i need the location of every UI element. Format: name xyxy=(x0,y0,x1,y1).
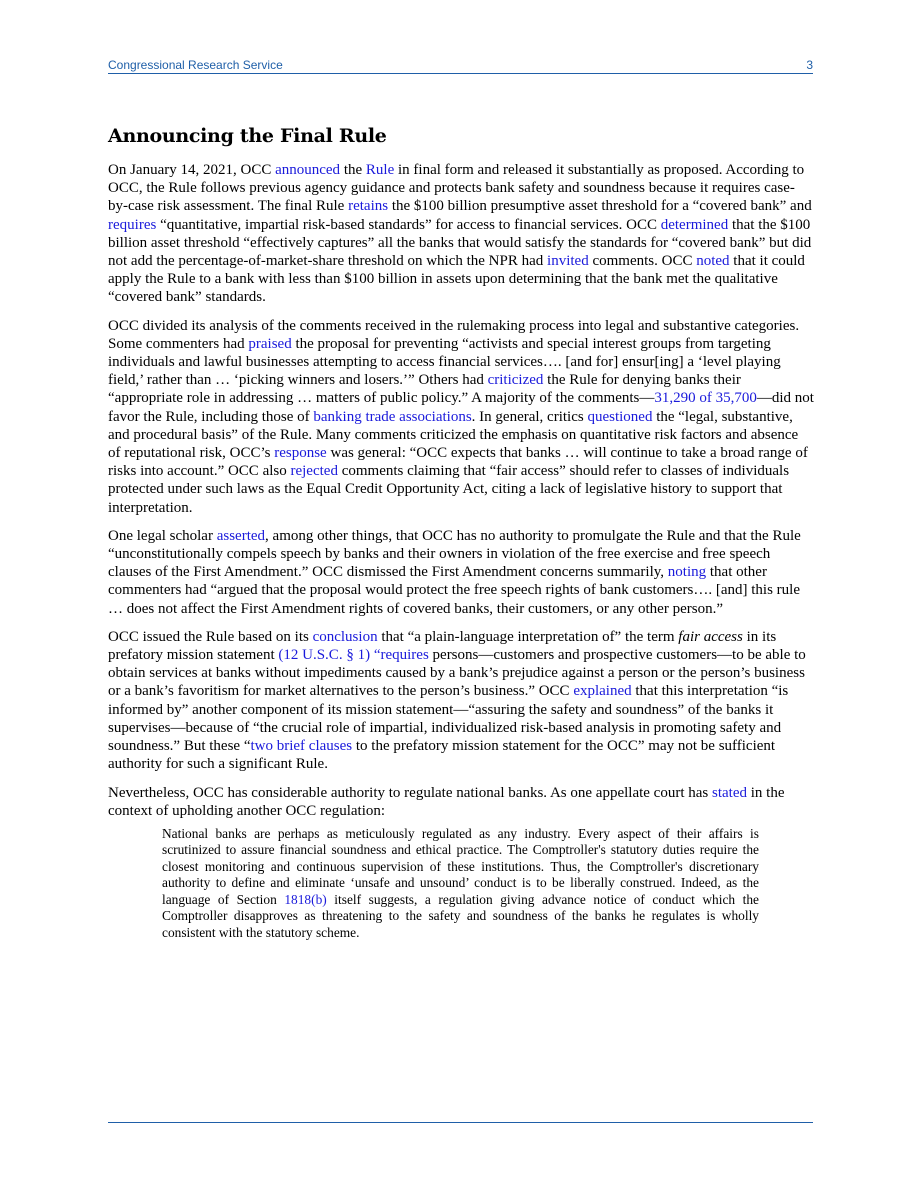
paragraph-final-rule xyxy=(108,161,814,307)
paragraph-legal-scholar xyxy=(108,527,814,618)
link-invited[interactable]: invited xyxy=(547,253,589,270)
header-divider xyxy=(108,73,813,74)
text-run: the xyxy=(340,162,366,178)
link-response[interactable]: response xyxy=(274,445,327,462)
link-explained[interactable]: explained xyxy=(573,683,632,700)
text-run: the proposal for preventing “activists and special interest groups from targeting individuals and lawful businesses attempting to access financial services…. [and for] ensur[ing] a ‘level playing field,’ rather than … ‘picking winners and losers.’” Others had xyxy=(108,335,781,389)
text-run: , among other things, that OCC has no authority to promulgate the Rule and that the Rule “unconstitutionally compels speech by banks and their owners in violation of the free exercise and free speech clauses of the First Amendment.” OCC dismissed the First Amendment concerns summarily, xyxy=(108,527,801,581)
text-run: that it could apply the Rule to a bank with less than $100 billion in assets upon determining that the bank met the qualitative “covered bank” standards. xyxy=(108,253,805,306)
link-determined[interactable]: determined xyxy=(660,216,729,233)
text-run: that the $100 billion asset threshold “effectively captures” all the banks that would satisfy the standards for “covered bank” but did not add the percentage-of-market-share threshold on which the NPR had xyxy=(108,216,812,270)
link-rejected[interactable]: rejected xyxy=(290,463,338,480)
link-comment-count[interactable]: 31,290 of 35,700 xyxy=(654,390,757,407)
text-run: in the context of upholding another OCC regulation: xyxy=(108,784,785,819)
header-organization: Congressional Research Service xyxy=(108,58,283,72)
text-run: National banks are perhaps as meticulously regulated as any industry. Every aspect of their affairs is scrutinized to assure financial soundness and ethical practice. The Comptroller's statutory duties require the closest monitoring and continuous supervision of these institutions. Thus, the Comptroller's discretionary authority to define and eliminate ‘unsafe and unsound’ conduct is to be liberally construed. Indeed, as the language of Section xyxy=(162,825,759,907)
text-run: the “legal, substantive, and procedural basis” of the Rule. Many comments criticized the emphasis on quantitative risk factors and absence of reputational risk, OCC’s xyxy=(108,408,799,462)
text-run: comments. OCC xyxy=(588,253,697,270)
footer-divider xyxy=(108,1122,813,1123)
paragraph-mission-statement xyxy=(108,628,814,774)
paragraph-authority xyxy=(108,784,814,820)
link-rule[interactable]: Rule xyxy=(365,162,395,178)
link-praised[interactable]: praised xyxy=(248,335,292,352)
text-run: to the prefatory mission statement for the OCC” may not be sufficient authority for such a significant Rule. xyxy=(108,738,776,773)
text-run: Nevertheless, OCC has considerable authority to regulate national banks. As one appellate court has xyxy=(108,784,712,801)
text-run: “quantitative, impartial risk-based standards” for access to financial services. OCC xyxy=(156,216,661,233)
text-run: itself suggests, a regulation giving advance notice of conduct which the Comptroller disapproves as threatening to the safety and soundness of the banks he regulates is wholly consistent with the statutory scheme. xyxy=(162,891,759,940)
block-quote xyxy=(162,826,759,942)
section-title: Announcing the Final Rule xyxy=(108,125,387,147)
text-run: in final form and released it substantially as proposed. According to OCC, the Rule follows previous agency guidance and protects bank safety and soundness because it requires case-by-case risk assessment. The final Rule xyxy=(108,162,805,215)
link-1818b[interactable]: 1818(b) xyxy=(284,891,327,907)
text-run: comments claiming that “fair access” should refer to classes of individuals protected under such laws as the Equal Credit Opportunity Act, citing a lack of legislative history to support that interpretation. xyxy=(108,463,790,516)
text-run: persons—customers and prospective customers—to be able to obtain services at banks without impediments caused by a bank’s prejudice against a person or the person’s business or a bank’s favoritism for market alternatives to the person’s business.” OCC xyxy=(108,647,806,700)
link-requires-persons[interactable]: “requires xyxy=(373,647,429,664)
text-run: was general: “OCC expects that banks … will continue to take a broad range of risks into account.” OCC also xyxy=(108,445,808,480)
link-announced[interactable]: announced xyxy=(275,162,341,178)
link-requires[interactable]: requires xyxy=(108,216,157,233)
link-retains[interactable]: retains xyxy=(348,198,389,215)
link-conclusion[interactable]: conclusion xyxy=(312,628,378,645)
text-run: that this interpretation “is informed by” another component of its mission statement—“assuring the safety and soundness” of the banks it supervises—because of “the crucial role of impartial, individualized risk-based analysis in promoting safety and soundness.” But these “ xyxy=(108,683,789,755)
text-run: in its prefatory mission statement xyxy=(108,628,777,664)
link-stated[interactable]: stated xyxy=(712,784,747,801)
text-run: —did not favor the Rule, including those of xyxy=(108,390,814,425)
paragraph-comments xyxy=(108,317,814,517)
text-run: OCC divided its analysis of the comments received in the rulemaking process into legal and substantive categories. Some commenters had xyxy=(108,317,800,352)
emphasis-fair-access: fair access xyxy=(678,628,743,645)
link-asserted[interactable]: asserted xyxy=(216,527,266,544)
text-run: the $100 billion presumptive asset threshold for a “covered bank” and xyxy=(388,198,812,215)
page-header xyxy=(108,56,813,74)
link-questioned[interactable]: questioned xyxy=(587,408,653,425)
link-noting[interactable]: noting xyxy=(667,564,707,581)
text-run: that “a plain-language interpretation of” the term xyxy=(377,628,679,645)
link-noted[interactable]: noted xyxy=(696,253,730,270)
link-banking-trade-associations[interactable]: banking trade associations xyxy=(313,408,472,425)
link-criticized[interactable]: criticized xyxy=(487,372,544,389)
link-two-brief-clauses[interactable]: two brief clauses xyxy=(250,738,353,755)
text-run: OCC issued the Rule based on its xyxy=(108,628,313,645)
text-run: On January 14, 2021, OCC xyxy=(108,162,276,178)
text-run: that other commenters had “argued that the proposal would protect the free speech rights of bank customers…. [and] this rule … does not affect the First Amendment rights of covered banks, their customers, or any other person.” xyxy=(108,564,801,617)
text-run: One legal scholar xyxy=(108,527,217,544)
link-12-usc-1[interactable]: (12 U.S.C. § 1) xyxy=(278,647,371,664)
document-body xyxy=(108,124,814,941)
text-run: . In general, critics xyxy=(471,408,588,425)
page-number: 3 xyxy=(806,58,813,72)
text-run: the Rule for denying banks their “appropriate role in addressing … matters of public policy.” A majority of the comments— xyxy=(108,372,741,407)
